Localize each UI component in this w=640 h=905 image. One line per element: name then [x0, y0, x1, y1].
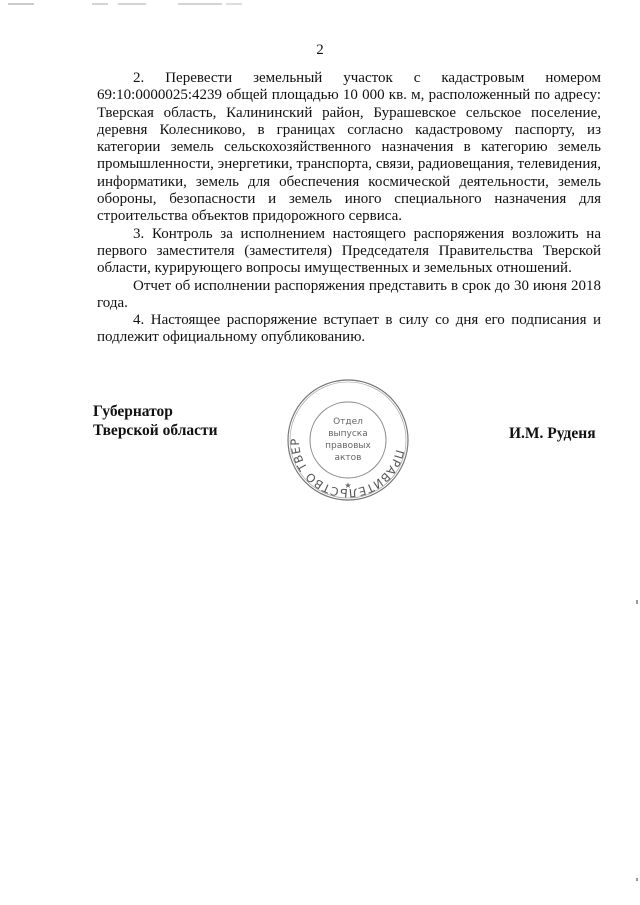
- official-stamp: [281, 367, 410, 502]
- paragraph-item-2: 2. Перевести земельный участок с кадастровым номером 69:10:0000025:4239 общей площадью 10 000 кв. м, расположенный по адресу: Тверская область, Калининский район, Бурашевское сельское поселение, деревня Колесниково, в границах согласно кадастровому паспорту, из категории земель сельскохозяйственного назначения в категорию земель промышленности, энергетики, транспорта, связи, радиовещания, телевидения, информатики, земель для обеспечения космической деятельности, земель обороны, безопасности и земель иного специального назначения для строительства объектов придорожного сервиса.: [97, 70, 601, 225]
- stamp-ring-text: ПРАВИТЕЛЬСТВО ТВЕРСКОЙ ОБЛАСТИ: [281, 367, 407, 501]
- stamp-center-line3: правовых: [325, 441, 371, 451]
- stamp-center-line4: актов: [334, 453, 362, 463]
- signatory-title-line2: Тверской области: [93, 422, 218, 439]
- signatory-name: И.М. Руденя: [509, 425, 596, 442]
- signatory-title: [93, 402, 218, 440]
- stamp-star-icon: ★: [344, 481, 352, 490]
- stamp-center-line1: Отдел: [333, 417, 363, 427]
- paragraph-report-deadline: Отчет об исполнении распоряжения представить в срок до 30 июня 2018 года.: [97, 277, 601, 311]
- paragraph-item-3: 3. Контроль за исполнением настоящего распоряжения возложить на первого заместителя (заместителя) Председателя Правительства Тверской области, курирующего вопросы имущественных и земельных отношений.: [97, 225, 601, 277]
- scan-edge-mark: [636, 600, 638, 604]
- stamp-center-line2: выпуска: [328, 429, 368, 439]
- page-number: 2: [316, 42, 324, 58]
- document-body: [97, 70, 601, 347]
- paragraph-item-4: 4. Настоящее распоряжение вступает в силу со дня его подписания и подлежит официальному опубликованию.: [97, 312, 601, 346]
- scan-artifact-marks: [0, 0, 640, 10]
- signatory-title-line1: Губернатор: [93, 403, 173, 420]
- scan-edge-mark: [636, 878, 638, 881]
